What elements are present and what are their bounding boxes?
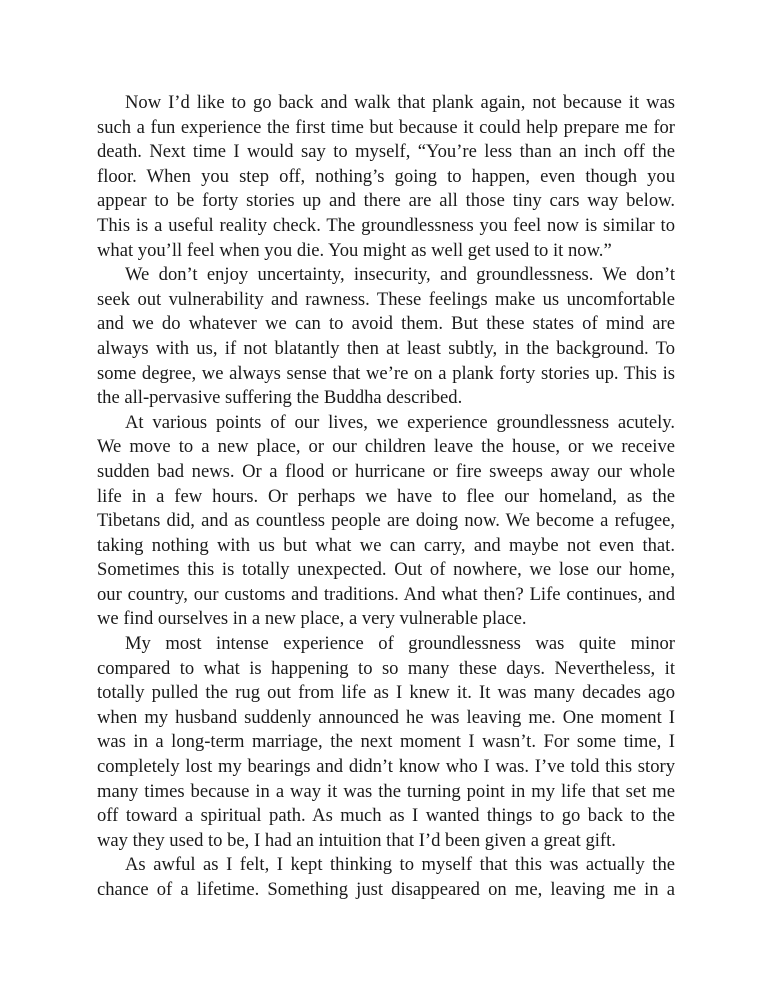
- text-line: and we do whatever we can to avoid them. But these states of mind are: [97, 313, 675, 335]
- paragraph: [97, 91, 675, 263]
- text-line: way they used to be, I had an intuition that I’d been given a great gift.: [97, 829, 616, 851]
- text-line: totally pulled the rug out from life as I knew it. It was many decades ago: [97, 682, 675, 704]
- text-line: We don’t enjoy uncertainty, insecurity, and groundlessness. We don’t: [125, 264, 675, 286]
- text-line: As awful as I felt, I kept thinking to myself that this was actually the: [125, 854, 675, 876]
- text-line: appear to be forty stories up and there are all those tiny cars way below.: [97, 190, 675, 212]
- paragraph: [97, 411, 675, 632]
- text-line: what you’ll feel when you die. You might as well get used to it now.”: [97, 239, 612, 261]
- text-line: This is a useful reality check. The groundlessness you feel now is similar to: [97, 214, 675, 236]
- text-line: taking nothing with us but what we can carry, and maybe not even that.: [97, 534, 675, 556]
- text-line: many times because in a way it was the turning point in my life that set me: [97, 780, 675, 802]
- book-page-text: [97, 91, 675, 903]
- text-line: Now I’d like to go back and walk that plank again, not because it was: [125, 92, 675, 113]
- text-line: sudden bad news. Or a flood or hurricane or fire sweeps away our whole: [97, 460, 675, 482]
- text-line: life in a few hours. Or perhaps we have to flee our homeland, as the: [97, 485, 675, 507]
- text-line: chance of a lifetime. Something just disappeared on me, leaving me in a: [97, 879, 675, 900]
- text-line: we find ourselves in a new place, a very vulnerable place.: [97, 608, 527, 630]
- text-line: seek out vulnerability and rawness. These feelings make us uncomfortable: [97, 288, 675, 310]
- paragraph: [97, 263, 675, 411]
- text-line: when my husband suddenly announced he was leaving me. One moment I: [97, 706, 675, 728]
- text-line: Tibetans did, and as countless people are doing now. We become a refugee,: [97, 510, 675, 532]
- text-line: At various points of our lives, we experience groundlessness acutely.: [125, 411, 675, 433]
- text-line: off toward a spiritual path. As much as I wanted things to go back to the: [97, 805, 675, 827]
- text-line: compared to what is happening to so many these days. Nevertheless, it: [97, 657, 675, 679]
- text-line: always with us, if not blatantly then at least subtly, in the background. To: [97, 337, 675, 359]
- text-line: death. Next time I would say to myself, “You’re less than an inch off the: [97, 141, 675, 163]
- text-line: We move to a new place, or our children leave the house, or we receive: [97, 436, 675, 458]
- text-line: our country, our customs and traditions. And what then? Life continues, and: [97, 583, 675, 605]
- paragraph: [97, 853, 675, 902]
- text-line: completely lost my bearings and didn’t know who I was. I’ve told this story: [97, 756, 675, 778]
- text-line: some degree, we always sense that we’re on a plank forty stories up. This is: [97, 362, 675, 384]
- text-line: the all-pervasive suffering the Buddha described.: [97, 387, 463, 409]
- text-line: such a fun experience the first time but because it could help prepare me for: [97, 116, 675, 138]
- paragraph: [97, 632, 675, 853]
- text-line: floor. When you step off, nothing’s going to happen, even though you: [97, 165, 675, 187]
- text-line: was in a long-term marriage, the next moment I wasn’t. For some time, I: [97, 731, 675, 753]
- text-line: Sometimes this is totally unexpected. Out of nowhere, we lose our home,: [97, 559, 675, 581]
- text-line: My most intense experience of groundlessness was quite minor: [125, 633, 675, 655]
